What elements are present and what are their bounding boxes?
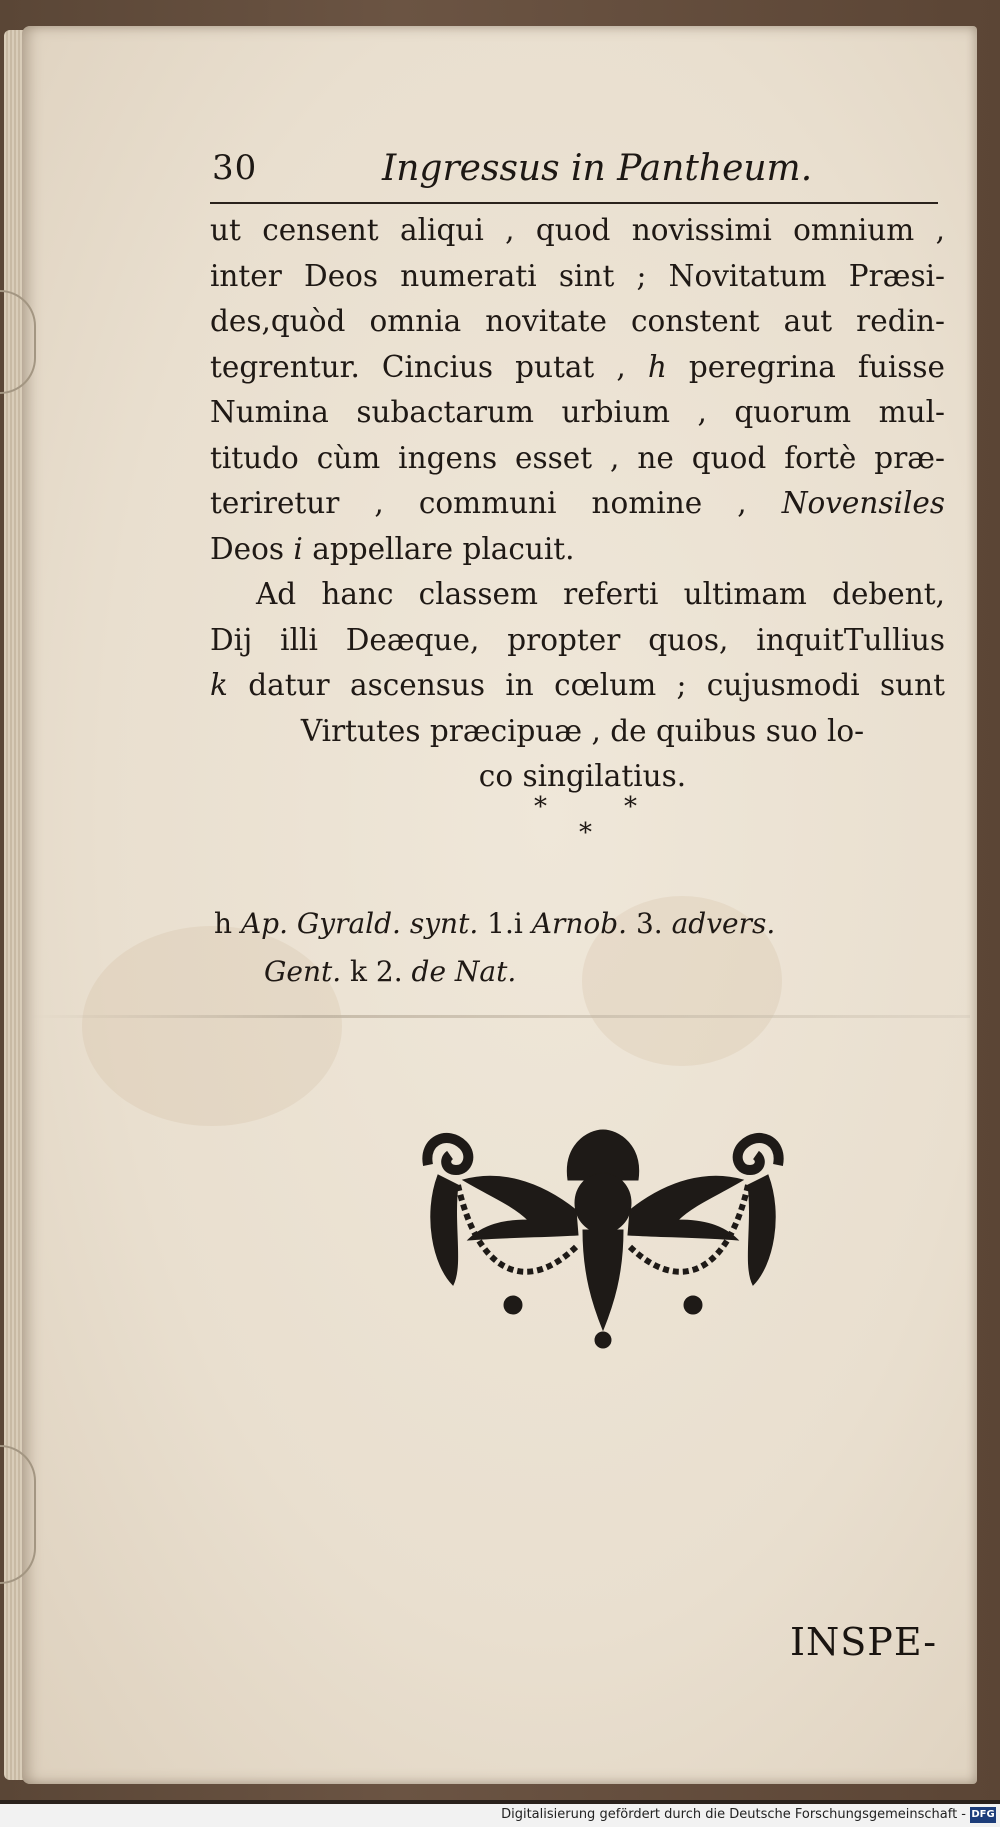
note-mark: h	[214, 907, 233, 940]
page-tab-mark	[0, 1445, 36, 1584]
digitization-credit: Digitalisierung gefördert durch die Deutsche Forschungsgemeinschaft -	[501, 1807, 966, 1822]
italic-term: Novensiles	[781, 486, 945, 520]
text-line: ut censent aliqui , quod novissimi omnium ,	[210, 213, 945, 247]
text-fragment: datur ascensus in cœlum ; cujusmodi sunt	[248, 668, 945, 702]
note-mark: k	[210, 668, 228, 702]
text-fragment: tegrentur. Cincius putat ,	[210, 349, 648, 384]
text-line	[210, 345, 945, 391]
text-line: inter Deos numerati sint ; Novitatum Præsi-	[210, 258, 945, 293]
text-line: Numina subactarum urbium , quorum mul-	[210, 395, 945, 429]
text-line: Dij illi Deæque, propter quos, inquitTullius	[210, 622, 945, 657]
text-line: co singilatius.	[478, 759, 687, 793]
citation: Ap. Gyrald. synt.	[240, 907, 479, 940]
page-header	[212, 148, 940, 196]
text-fragment: peregrina fuisse	[666, 349, 945, 384]
text-line: Virtutes præcipuæ , de quibus suo lo-	[300, 713, 865, 748]
citation: Arnob.	[531, 907, 628, 940]
digitization-credit-bar	[0, 1804, 1000, 1827]
paper-fold-crease	[30, 1015, 970, 1018]
cherub-ornament-icon	[418, 1125, 788, 1360]
note-mark: i	[293, 531, 303, 566]
asterism-star: *	[534, 792, 547, 822]
note-mark: k	[350, 955, 367, 988]
running-title: Ingressus in Pantheum.	[382, 148, 813, 189]
asterism	[532, 792, 652, 848]
text-fragment: appellare placuit.	[312, 531, 575, 566]
citation: Gent.	[264, 955, 342, 988]
asterism-star: *	[579, 818, 592, 848]
footnotes	[214, 900, 944, 996]
text-line: titudo cùm ingens esset , ne quod fortè præ-	[210, 440, 945, 475]
citation: de Nat.	[411, 955, 517, 988]
page-number: 30	[212, 148, 258, 188]
citation-number: 3.	[635, 907, 663, 940]
text-line	[210, 481, 945, 527]
text-line: Ad hanc classem referti ultimam debent,	[256, 577, 945, 611]
asterism-star: *	[624, 792, 637, 822]
citation-number: 1.	[487, 907, 514, 940]
catchword: INSPE-	[790, 1620, 938, 1664]
footnote-line	[214, 948, 944, 996]
citation: advers.	[671, 907, 776, 940]
text-fragment: teriretur , communi nomine ,	[210, 486, 747, 520]
header-rule	[210, 202, 938, 204]
text-line	[210, 663, 945, 709]
main-text	[210, 208, 945, 800]
note-mark: h	[647, 349, 667, 384]
text-line: des,quòd omnia novitate constent aut redin-	[210, 304, 945, 338]
text-line	[210, 527, 945, 573]
note-mark: i	[513, 907, 523, 940]
text-fragment: Deos	[210, 531, 285, 566]
citation-number: 2.	[375, 955, 403, 988]
footnote-line	[214, 900, 944, 948]
dfg-logo: DFG	[970, 1807, 996, 1823]
